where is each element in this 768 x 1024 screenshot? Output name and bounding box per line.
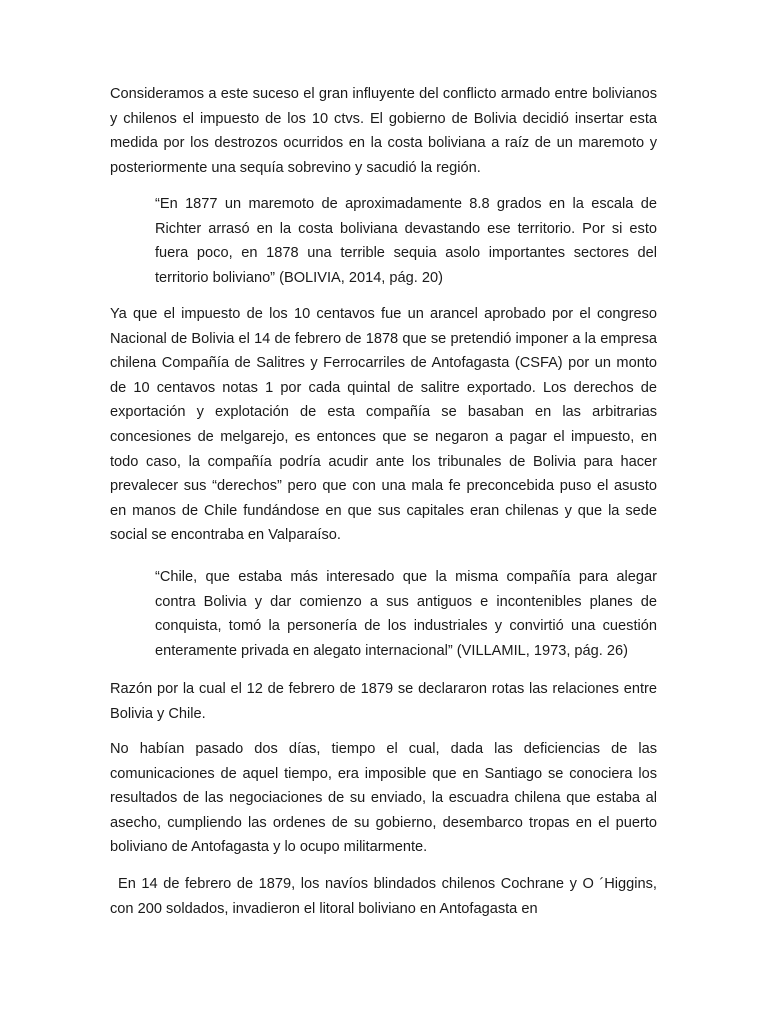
block-quote-villamil: “Chile, que estaba más interesado que la misma compañía para alegar contra Bolivia y dar comienzo a sus antiguos e incontenibles planes de conquista, tomó la personería de los industriales y convirtió una cuestión enteramente privada en alegato internacional” (VILLAMIL, 1973, pág. 26) [155,569,657,659]
paragraph-impuesto: Ya que el impuesto de los 10 centavos fue un arancel aprobado por el congreso Nacional de Bolivia el 14 de febrero de 1878 que se pretendió imponer a la empresa chilena Compañía de Salitres y Ferrocarriles de Antofagasta (CSFA) por un monto de 10 centavos notas 1 por cada quintal de salitre exportado. Los derechos de exportación y explotación de esta compañía se basaban en las arbitrarias concesiones de melgarejo, es entonces que se negaron a pagar el impuesto, en todo caso, la compañía podría acudir ante los tribunales de Bolivia para hacer prevalecer sus “derechos” pero que con una mala fe preconcebida puso el asusto en manos de Chile fundándose en que sus capitales eran chilenas y que la sede social se encontraba en Valparaíso. [110,306,657,544]
paragraph-invasion: En 14 de febrero de 1879, los navíos blindados chilenos Cochrane y O ´Higgins, con 200 soldados, invadieron el litoral boliviano en Antofagasta en [110,876,657,917]
paragraph-relaciones: Razón por la cual el 12 de febrero de 1879 se declararon rotas las relaciones entre Bolivia y Chile. [110,681,657,722]
paragraph-intro: Consideramos a este suceso el gran influyente del conflicto armado entre bolivianos y chilenos el impuesto de los 10 ctvs. El gobierno de Bolivia decidió insertar esta medida por los destrozos ocurridos en la costa boliviana a raíz de un maremoto y posteriormente una sequía sobrevino y sacudió la región. [110,86,657,176]
block-quote-bolivia: “En 1877 un maremoto de aproximadamente 8.8 grados en la escala de Richter arrasó en la costa boliviana devastando ese territorio. Por si esto fuera poco, en 1878 una terrible sequia asolo importantes sectores del territorio boliviano” (BOLIVIA, 2014, pág. 20) [155,196,657,286]
paragraph-ocupacion: No habían pasado dos días, tiempo el cual, dada las deficiencias de las comunicaciones de aquel tiempo, era imposible que en Santiago se conociera los resultados de las negociaciones de su enviado, la escuadra chilena que estaba al asecho, cumpliendo las ordenes de su gobierno, desembarco tropas en el puerto boliviano de Antofagasta y lo ocupo militarmente. [110,741,657,856]
